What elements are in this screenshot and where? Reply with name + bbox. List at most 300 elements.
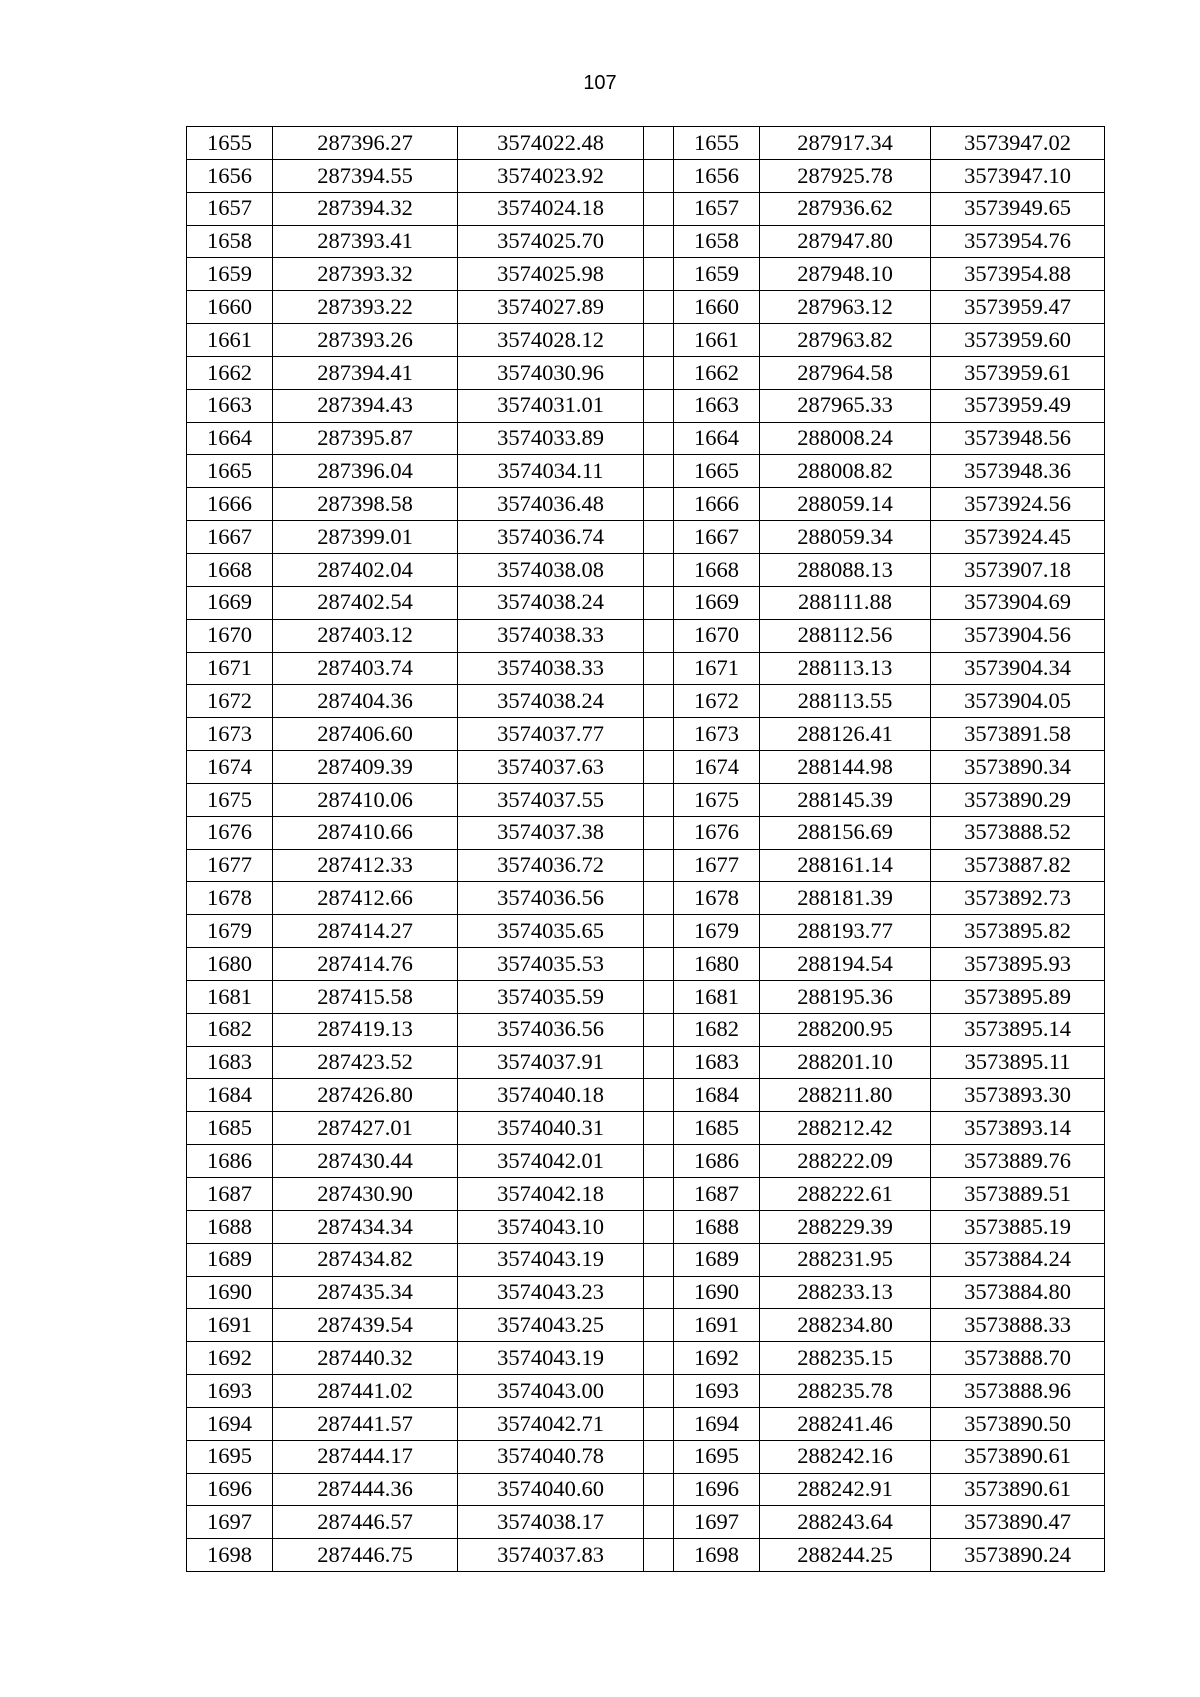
right-x-coordinate-cell: 288195.36 <box>760 980 931 1013</box>
left-x-coordinate-cell: 287394.43 <box>273 389 458 422</box>
table-row <box>187 258 1105 291</box>
left-y-coordinate-cell: 3574042.01 <box>458 1145 644 1178</box>
left-y-coordinate-cell: 3574037.38 <box>458 816 644 849</box>
right-x-coordinate-cell: 287947.80 <box>760 225 931 258</box>
spacer-cell <box>644 1210 674 1243</box>
left-x-coordinate-cell: 287423.52 <box>273 1046 458 1079</box>
left-y-coordinate-cell: 3574022.48 <box>458 127 644 160</box>
right-x-coordinate-cell: 287965.33 <box>760 389 931 422</box>
left-y-coordinate-cell: 3574038.17 <box>458 1506 644 1539</box>
table-row <box>187 915 1105 948</box>
right-y-coordinate-cell: 3573954.88 <box>931 258 1105 291</box>
right-y-coordinate-cell: 3573888.70 <box>931 1342 1105 1375</box>
spacer-cell <box>644 225 674 258</box>
spacer-cell <box>644 1309 674 1342</box>
left-x-coordinate-cell: 287434.34 <box>273 1210 458 1243</box>
left-x-coordinate-cell: 287404.36 <box>273 685 458 718</box>
right-y-coordinate-cell: 3573904.34 <box>931 652 1105 685</box>
right-y-coordinate-cell: 3573924.45 <box>931 521 1105 554</box>
table-row <box>187 553 1105 586</box>
right-point-id-cell: 1693 <box>674 1375 760 1408</box>
right-y-coordinate-cell: 3573893.14 <box>931 1112 1105 1145</box>
left-x-coordinate-cell: 287393.41 <box>273 225 458 258</box>
spacer-cell <box>644 553 674 586</box>
right-y-coordinate-cell: 3573924.56 <box>931 488 1105 521</box>
table-row <box>187 1210 1105 1243</box>
left-x-coordinate-cell: 287444.17 <box>273 1440 458 1473</box>
right-y-coordinate-cell: 3573907.18 <box>931 553 1105 586</box>
table-row <box>187 1178 1105 1211</box>
right-y-coordinate-cell: 3573947.10 <box>931 159 1105 192</box>
right-y-coordinate-cell: 3573947.02 <box>931 127 1105 160</box>
left-point-id-cell: 1655 <box>187 127 273 160</box>
left-point-id-cell: 1695 <box>187 1440 273 1473</box>
left-y-coordinate-cell: 3574042.71 <box>458 1407 644 1440</box>
right-y-coordinate-cell: 3573904.69 <box>931 586 1105 619</box>
right-y-coordinate-cell: 3573959.60 <box>931 324 1105 357</box>
right-x-coordinate-cell: 287925.78 <box>760 159 931 192</box>
right-x-coordinate-cell: 288193.77 <box>760 915 931 948</box>
table-row <box>187 389 1105 422</box>
right-x-coordinate-cell: 288144.98 <box>760 751 931 784</box>
left-y-coordinate-cell: 3574037.63 <box>458 751 644 784</box>
left-x-coordinate-cell: 287414.27 <box>273 915 458 948</box>
spacer-cell <box>644 1506 674 1539</box>
table-row <box>187 1243 1105 1276</box>
left-x-coordinate-cell: 287426.80 <box>273 1079 458 1112</box>
right-x-coordinate-cell: 288161.14 <box>760 849 931 882</box>
left-x-coordinate-cell: 287441.57 <box>273 1407 458 1440</box>
table-row <box>187 1046 1105 1079</box>
left-x-coordinate-cell: 287398.58 <box>273 488 458 521</box>
left-x-coordinate-cell: 287399.01 <box>273 521 458 554</box>
table-row <box>187 324 1105 357</box>
left-x-coordinate-cell: 287446.75 <box>273 1539 458 1572</box>
left-y-coordinate-cell: 3574038.24 <box>458 685 644 718</box>
left-x-coordinate-cell: 287406.60 <box>273 718 458 751</box>
left-x-coordinate-cell: 287444.36 <box>273 1473 458 1506</box>
spacer-cell <box>644 652 674 685</box>
left-x-coordinate-cell: 287430.90 <box>273 1178 458 1211</box>
table-row <box>187 751 1105 784</box>
left-y-coordinate-cell: 3574040.60 <box>458 1473 644 1506</box>
right-point-id-cell: 1672 <box>674 685 760 718</box>
left-x-coordinate-cell: 287414.76 <box>273 948 458 981</box>
spacer-cell <box>644 849 674 882</box>
right-y-coordinate-cell: 3573890.29 <box>931 783 1105 816</box>
table-row <box>187 291 1105 324</box>
table-row <box>187 1309 1105 1342</box>
left-y-coordinate-cell: 3574043.19 <box>458 1342 644 1375</box>
table-row <box>187 882 1105 915</box>
right-y-coordinate-cell: 3573890.24 <box>931 1539 1105 1572</box>
right-point-id-cell: 1697 <box>674 1506 760 1539</box>
spacer-cell <box>644 127 674 160</box>
right-x-coordinate-cell: 287948.10 <box>760 258 931 291</box>
right-x-coordinate-cell: 288229.39 <box>760 1210 931 1243</box>
right-y-coordinate-cell: 3573890.47 <box>931 1506 1105 1539</box>
left-x-coordinate-cell: 287446.57 <box>273 1506 458 1539</box>
table-row <box>187 422 1105 455</box>
table-row <box>187 488 1105 521</box>
left-point-id-cell: 1679 <box>187 915 273 948</box>
table-row <box>187 619 1105 652</box>
table-row <box>187 159 1105 192</box>
table-row <box>187 356 1105 389</box>
right-point-id-cell: 1662 <box>674 356 760 389</box>
left-x-coordinate-cell: 287395.87 <box>273 422 458 455</box>
right-y-coordinate-cell: 3573890.61 <box>931 1440 1105 1473</box>
spacer-cell <box>644 1178 674 1211</box>
right-x-coordinate-cell: 288231.95 <box>760 1243 931 1276</box>
left-point-id-cell: 1667 <box>187 521 273 554</box>
table-row <box>187 225 1105 258</box>
spacer-cell <box>644 324 674 357</box>
right-y-coordinate-cell: 3573954.76 <box>931 225 1105 258</box>
left-point-id-cell: 1689 <box>187 1243 273 1276</box>
table-row <box>187 1375 1105 1408</box>
right-y-coordinate-cell: 3573889.76 <box>931 1145 1105 1178</box>
right-point-id-cell: 1677 <box>674 849 760 882</box>
right-y-coordinate-cell: 3573904.05 <box>931 685 1105 718</box>
table-row <box>187 1079 1105 1112</box>
left-x-coordinate-cell: 287403.74 <box>273 652 458 685</box>
left-y-coordinate-cell: 3574043.23 <box>458 1276 644 1309</box>
left-y-coordinate-cell: 3574036.74 <box>458 521 644 554</box>
left-y-coordinate-cell: 3574025.70 <box>458 225 644 258</box>
right-y-coordinate-cell: 3573895.14 <box>931 1013 1105 1046</box>
right-point-id-cell: 1675 <box>674 783 760 816</box>
left-y-coordinate-cell: 3574040.78 <box>458 1440 644 1473</box>
right-point-id-cell: 1658 <box>674 225 760 258</box>
right-point-id-cell: 1696 <box>674 1473 760 1506</box>
right-point-id-cell: 1698 <box>674 1539 760 1572</box>
left-point-id-cell: 1668 <box>187 553 273 586</box>
spacer-cell <box>644 1375 674 1408</box>
left-x-coordinate-cell: 287409.39 <box>273 751 458 784</box>
left-point-id-cell: 1657 <box>187 192 273 225</box>
left-point-id-cell: 1691 <box>187 1309 273 1342</box>
left-y-coordinate-cell: 3574030.96 <box>458 356 644 389</box>
right-y-coordinate-cell: 3573884.24 <box>931 1243 1105 1276</box>
spacer-cell <box>644 1112 674 1145</box>
right-y-coordinate-cell: 3573890.61 <box>931 1473 1105 1506</box>
left-point-id-cell: 1692 <box>187 1342 273 1375</box>
right-point-id-cell: 1690 <box>674 1276 760 1309</box>
left-y-coordinate-cell: 3574037.55 <box>458 783 644 816</box>
left-x-coordinate-cell: 287412.66 <box>273 882 458 915</box>
right-point-id-cell: 1671 <box>674 652 760 685</box>
right-y-coordinate-cell: 3573895.89 <box>931 980 1105 1013</box>
left-point-id-cell: 1659 <box>187 258 273 291</box>
left-y-coordinate-cell: 3574036.48 <box>458 488 644 521</box>
table-row <box>187 816 1105 849</box>
right-point-id-cell: 1694 <box>674 1407 760 1440</box>
right-y-coordinate-cell: 3573959.61 <box>931 356 1105 389</box>
left-y-coordinate-cell: 3574035.65 <box>458 915 644 948</box>
left-x-coordinate-cell: 287412.33 <box>273 849 458 882</box>
table-row <box>187 1276 1105 1309</box>
right-y-coordinate-cell: 3573891.58 <box>931 718 1105 751</box>
right-x-coordinate-cell: 288211.80 <box>760 1079 931 1112</box>
left-y-coordinate-cell: 3574043.00 <box>458 1375 644 1408</box>
right-x-coordinate-cell: 288222.61 <box>760 1178 931 1211</box>
left-point-id-cell: 1687 <box>187 1178 273 1211</box>
left-point-id-cell: 1675 <box>187 783 273 816</box>
right-x-coordinate-cell: 288181.39 <box>760 882 931 915</box>
right-x-coordinate-cell: 288008.82 <box>760 455 931 488</box>
spacer-cell <box>644 422 674 455</box>
left-point-id-cell: 1660 <box>187 291 273 324</box>
left-x-coordinate-cell: 287440.32 <box>273 1342 458 1375</box>
left-point-id-cell: 1661 <box>187 324 273 357</box>
right-x-coordinate-cell: 288242.91 <box>760 1473 931 1506</box>
right-point-id-cell: 1688 <box>674 1210 760 1243</box>
right-y-coordinate-cell: 3573888.52 <box>931 816 1105 849</box>
spacer-cell <box>644 816 674 849</box>
right-point-id-cell: 1680 <box>674 948 760 981</box>
left-y-coordinate-cell: 3574040.31 <box>458 1112 644 1145</box>
spacer-cell <box>644 258 674 291</box>
spacer-cell <box>644 1276 674 1309</box>
left-y-coordinate-cell: 3574031.01 <box>458 389 644 422</box>
table-row <box>187 521 1105 554</box>
right-y-coordinate-cell: 3573949.65 <box>931 192 1105 225</box>
right-y-coordinate-cell: 3573895.93 <box>931 948 1105 981</box>
right-y-coordinate-cell: 3573948.36 <box>931 455 1105 488</box>
right-x-coordinate-cell: 288233.13 <box>760 1276 931 1309</box>
right-point-id-cell: 1678 <box>674 882 760 915</box>
left-x-coordinate-cell: 287393.26 <box>273 324 458 357</box>
spacer-cell <box>644 1046 674 1079</box>
right-y-coordinate-cell: 3573888.33 <box>931 1309 1105 1342</box>
right-x-coordinate-cell: 288156.69 <box>760 816 931 849</box>
left-y-coordinate-cell: 3574023.92 <box>458 159 644 192</box>
spacer-cell <box>644 291 674 324</box>
left-point-id-cell: 1676 <box>187 816 273 849</box>
spacer-cell <box>644 1407 674 1440</box>
left-y-coordinate-cell: 3574040.18 <box>458 1079 644 1112</box>
right-point-id-cell: 1667 <box>674 521 760 554</box>
table-row <box>187 783 1105 816</box>
left-point-id-cell: 1673 <box>187 718 273 751</box>
spacer-cell <box>644 685 674 718</box>
right-point-id-cell: 1656 <box>674 159 760 192</box>
left-point-id-cell: 1688 <box>187 1210 273 1243</box>
left-point-id-cell: 1669 <box>187 586 273 619</box>
left-y-coordinate-cell: 3574033.89 <box>458 422 644 455</box>
right-point-id-cell: 1663 <box>674 389 760 422</box>
left-point-id-cell: 1658 <box>187 225 273 258</box>
left-x-coordinate-cell: 287396.04 <box>273 455 458 488</box>
spacer-cell <box>644 751 674 784</box>
left-point-id-cell: 1693 <box>187 1375 273 1408</box>
right-x-coordinate-cell: 288212.42 <box>760 1112 931 1145</box>
right-x-coordinate-cell: 288235.15 <box>760 1342 931 1375</box>
right-x-coordinate-cell: 288222.09 <box>760 1145 931 1178</box>
left-point-id-cell: 1666 <box>187 488 273 521</box>
left-point-id-cell: 1696 <box>187 1473 273 1506</box>
right-point-id-cell: 1668 <box>674 553 760 586</box>
right-y-coordinate-cell: 3573889.51 <box>931 1178 1105 1211</box>
left-point-id-cell: 1678 <box>187 882 273 915</box>
right-x-coordinate-cell: 288242.16 <box>760 1440 931 1473</box>
table-row <box>187 718 1105 751</box>
table-row <box>187 127 1105 160</box>
left-x-coordinate-cell: 287430.44 <box>273 1145 458 1178</box>
left-point-id-cell: 1685 <box>187 1112 273 1145</box>
left-point-id-cell: 1665 <box>187 455 273 488</box>
right-point-id-cell: 1687 <box>674 1178 760 1211</box>
right-point-id-cell: 1657 <box>674 192 760 225</box>
spacer-cell <box>644 521 674 554</box>
left-x-coordinate-cell: 287410.66 <box>273 816 458 849</box>
table-row <box>187 1145 1105 1178</box>
right-point-id-cell: 1682 <box>674 1013 760 1046</box>
right-x-coordinate-cell: 288059.14 <box>760 488 931 521</box>
left-point-id-cell: 1670 <box>187 619 273 652</box>
right-x-coordinate-cell: 288241.46 <box>760 1407 931 1440</box>
left-y-coordinate-cell: 3574038.24 <box>458 586 644 619</box>
spacer-cell <box>644 1243 674 1276</box>
right-x-coordinate-cell: 288113.55 <box>760 685 931 718</box>
right-x-coordinate-cell: 288008.24 <box>760 422 931 455</box>
right-x-coordinate-cell: 288200.95 <box>760 1013 931 1046</box>
right-x-coordinate-cell: 288113.13 <box>760 652 931 685</box>
left-point-id-cell: 1663 <box>187 389 273 422</box>
spacer-cell <box>644 488 674 521</box>
left-y-coordinate-cell: 3574043.19 <box>458 1243 644 1276</box>
table-row <box>187 1539 1105 1572</box>
right-y-coordinate-cell: 3573884.80 <box>931 1276 1105 1309</box>
right-x-coordinate-cell: 288112.56 <box>760 619 931 652</box>
left-y-coordinate-cell: 3574042.18 <box>458 1178 644 1211</box>
right-x-coordinate-cell: 288145.39 <box>760 783 931 816</box>
right-point-id-cell: 1661 <box>674 324 760 357</box>
table-row <box>187 1112 1105 1145</box>
right-point-id-cell: 1679 <box>674 915 760 948</box>
coordinates-table <box>186 126 1105 1572</box>
right-point-id-cell: 1681 <box>674 980 760 1013</box>
spacer-cell <box>644 915 674 948</box>
right-point-id-cell: 1664 <box>674 422 760 455</box>
spacer-cell <box>644 783 674 816</box>
table-row <box>187 980 1105 1013</box>
left-point-id-cell: 1674 <box>187 751 273 784</box>
right-point-id-cell: 1692 <box>674 1342 760 1375</box>
right-x-coordinate-cell: 288059.34 <box>760 521 931 554</box>
left-y-coordinate-cell: 3574037.91 <box>458 1046 644 1079</box>
right-x-coordinate-cell: 287964.58 <box>760 356 931 389</box>
right-x-coordinate-cell: 288088.13 <box>760 553 931 586</box>
table-row <box>187 948 1105 981</box>
right-point-id-cell: 1655 <box>674 127 760 160</box>
right-x-coordinate-cell: 288126.41 <box>760 718 931 751</box>
right-point-id-cell: 1683 <box>674 1046 760 1079</box>
left-y-coordinate-cell: 3574028.12 <box>458 324 644 357</box>
spacer-cell <box>644 1539 674 1572</box>
left-y-coordinate-cell: 3574035.53 <box>458 948 644 981</box>
right-y-coordinate-cell: 3573959.49 <box>931 389 1105 422</box>
left-x-coordinate-cell: 287394.55 <box>273 159 458 192</box>
table-row <box>187 586 1105 619</box>
right-y-coordinate-cell: 3573888.96 <box>931 1375 1105 1408</box>
spacer-cell <box>644 1145 674 1178</box>
right-y-coordinate-cell: 3573959.47 <box>931 291 1105 324</box>
right-x-coordinate-cell: 288244.25 <box>760 1539 931 1572</box>
left-point-id-cell: 1671 <box>187 652 273 685</box>
left-y-coordinate-cell: 3574027.89 <box>458 291 644 324</box>
left-y-coordinate-cell: 3574036.56 <box>458 1013 644 1046</box>
spacer-cell <box>644 948 674 981</box>
spacer-cell <box>644 192 674 225</box>
right-x-coordinate-cell: 288201.10 <box>760 1046 931 1079</box>
table-row <box>187 1342 1105 1375</box>
table-row <box>187 192 1105 225</box>
table-row <box>187 652 1105 685</box>
left-point-id-cell: 1662 <box>187 356 273 389</box>
left-x-coordinate-cell: 287441.02 <box>273 1375 458 1408</box>
table-row <box>187 1407 1105 1440</box>
left-point-id-cell: 1690 <box>187 1276 273 1309</box>
left-x-coordinate-cell: 287434.82 <box>273 1243 458 1276</box>
left-point-id-cell: 1656 <box>187 159 273 192</box>
spacer-cell <box>644 159 674 192</box>
right-x-coordinate-cell: 288194.54 <box>760 948 931 981</box>
right-x-coordinate-cell: 288234.80 <box>760 1309 931 1342</box>
right-y-coordinate-cell: 3573885.19 <box>931 1210 1105 1243</box>
left-point-id-cell: 1677 <box>187 849 273 882</box>
spacer-cell <box>644 1440 674 1473</box>
right-point-id-cell: 1695 <box>674 1440 760 1473</box>
left-point-id-cell: 1694 <box>187 1407 273 1440</box>
left-x-coordinate-cell: 287419.13 <box>273 1013 458 1046</box>
right-point-id-cell: 1689 <box>674 1243 760 1276</box>
right-point-id-cell: 1666 <box>674 488 760 521</box>
right-y-coordinate-cell: 3573890.50 <box>931 1407 1105 1440</box>
left-x-coordinate-cell: 287402.04 <box>273 553 458 586</box>
left-y-coordinate-cell: 3574043.10 <box>458 1210 644 1243</box>
spacer-cell <box>644 619 674 652</box>
right-point-id-cell: 1676 <box>674 816 760 849</box>
right-point-id-cell: 1684 <box>674 1079 760 1112</box>
left-y-coordinate-cell: 3574037.77 <box>458 718 644 751</box>
left-point-id-cell: 1680 <box>187 948 273 981</box>
right-point-id-cell: 1673 <box>674 718 760 751</box>
spacer-cell <box>644 1342 674 1375</box>
left-point-id-cell: 1684 <box>187 1079 273 1112</box>
right-point-id-cell: 1686 <box>674 1145 760 1178</box>
spacer-cell <box>644 1013 674 1046</box>
left-y-coordinate-cell: 3574037.83 <box>458 1539 644 1572</box>
right-x-coordinate-cell: 287936.62 <box>760 192 931 225</box>
left-x-coordinate-cell: 287415.58 <box>273 980 458 1013</box>
left-x-coordinate-cell: 287402.54 <box>273 586 458 619</box>
right-x-coordinate-cell: 288111.88 <box>760 586 931 619</box>
left-x-coordinate-cell: 287435.34 <box>273 1276 458 1309</box>
left-x-coordinate-cell: 287403.12 <box>273 619 458 652</box>
spacer-cell <box>644 980 674 1013</box>
left-x-coordinate-cell: 287393.32 <box>273 258 458 291</box>
spacer-cell <box>644 455 674 488</box>
spacer-cell <box>644 586 674 619</box>
right-point-id-cell: 1685 <box>674 1112 760 1145</box>
right-point-id-cell: 1665 <box>674 455 760 488</box>
left-y-coordinate-cell: 3574036.72 <box>458 849 644 882</box>
left-y-coordinate-cell: 3574025.98 <box>458 258 644 291</box>
left-y-coordinate-cell: 3574043.25 <box>458 1309 644 1342</box>
right-x-coordinate-cell: 287963.12 <box>760 291 931 324</box>
